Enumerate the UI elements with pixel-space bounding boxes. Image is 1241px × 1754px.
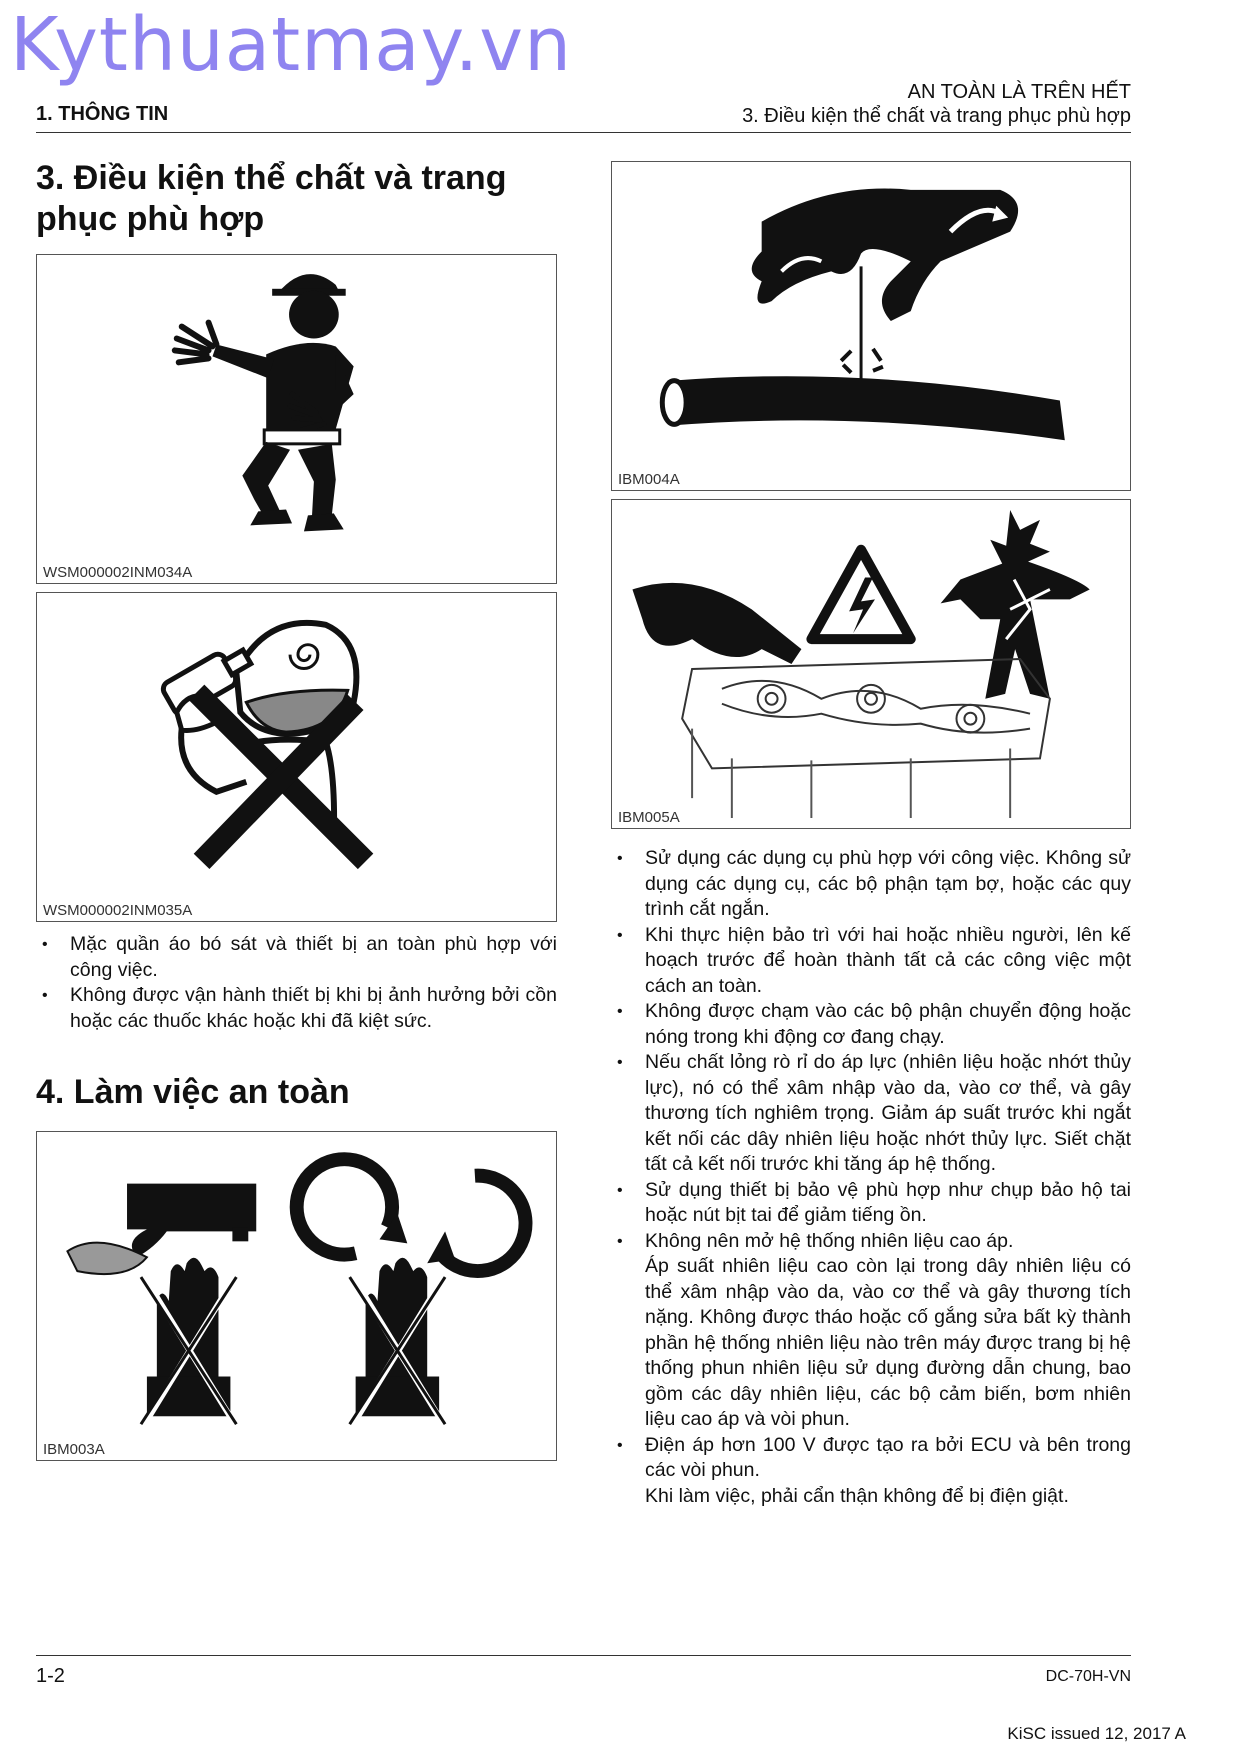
list-item-main: • Điện áp hơn 100 V được tạo ra bởi ECU và bên trong các vòi phun. xyxy=(645,1433,1131,1481)
header-rule xyxy=(36,132,1131,133)
figure-electric-shock xyxy=(611,499,1131,829)
worker-illustration xyxy=(37,255,556,583)
list-item xyxy=(611,1433,1131,1510)
section3-title: 3. Điều kiện thể chất và trang phục phù hợp xyxy=(36,159,507,238)
header-section-top: AN TOÀN LÀ TRÊN HẾT xyxy=(907,81,1131,103)
chapter-label: 1. THÔNG TIN xyxy=(36,103,169,125)
no-alcohol-illustration xyxy=(37,593,556,921)
page-number: 1-2 xyxy=(36,1665,65,1687)
electric-shock-illustration xyxy=(612,500,1130,828)
footer-rule xyxy=(36,1655,1131,1656)
section4-title: 4. Làm việc an toàn xyxy=(36,1073,350,1111)
watermark: Kythuatmay.vn xyxy=(10,2,573,88)
moving-parts-illustration xyxy=(37,1132,556,1460)
section3-bullets xyxy=(36,932,557,1034)
list-item-detail: Khi làm việc, phải cẩn thận không để bị điện giật. xyxy=(645,1484,1069,1507)
list-item: • Không được chạm vào các bộ phận chuyển động hoặc nóng trong khi động cơ đang chạy. xyxy=(611,999,1131,1050)
figure-caption: WSM000002INM035A xyxy=(43,902,193,919)
figure-caption: IBM004A xyxy=(618,471,680,488)
issued-note: KiSC issued 12, 2017 A xyxy=(1007,1724,1186,1743)
list-item: • Khi thực hiện bảo trì với hai hoặc nhiều người, lên kế hoạch trước để hoàn thành tất cả các công việc một cách an toàn. xyxy=(611,923,1131,1000)
list-item: • Không được vận hành thiết bị khi bị ảnh hưởng bởi cồn hoặc các thuốc khác hoặc khi đã kiệt sức. xyxy=(36,983,557,1034)
list-item: • Nếu chất lỏng rò rỉ do áp lực (nhiên liệu hoặc nhớt thủy lực), nó có thể xâm nhập vào da, vào cơ thể, và gây thương tích nghiêm trọng. Giảm áp suất trước khi ngắt kết nối các dây nhiên liệu hoặc nhớt thủy lực. Siết chặt tất cả kết nối trước khi tăng áp hệ thống. xyxy=(611,1050,1131,1178)
figure-no-alcohol xyxy=(36,592,557,922)
figure-caption: IBM003A xyxy=(43,1441,105,1458)
pressure-leak-illustration xyxy=(612,162,1130,490)
figure-caption: IBM005A xyxy=(618,809,680,826)
figure-caption: WSM000002INM034A xyxy=(43,564,193,581)
figure-pressure-leak xyxy=(611,161,1131,491)
right-column-bullets xyxy=(611,846,1131,1509)
header-section xyxy=(742,80,1131,128)
header-section-sub: 3. Điều kiện thể chất và trang phục phù hợp xyxy=(742,105,1131,127)
figure-worker xyxy=(36,254,557,584)
list-item: • Sử dụng các dụng cụ phù hợp với công việc. Không sử dụng các dụng cụ, các bộ phận tạm bợ, hoặc các quy trình cắt ngắn. xyxy=(611,846,1131,923)
list-item xyxy=(611,1229,1131,1433)
document-code: DC-70H-VN xyxy=(1045,1668,1131,1685)
figure-moving-parts xyxy=(36,1131,557,1461)
list-item: • Sử dụng thiết bị bảo vệ phù hợp như chụp bảo hộ tai hoặc nút bịt tai để giảm tiếng ồn. xyxy=(611,1178,1131,1229)
list-item-main: • Không nên mở hệ thống nhiên liệu cao áp. xyxy=(645,1229,1014,1252)
list-item: • Mặc quần áo bó sát và thiết bị an toàn phù hợp với công việc. xyxy=(36,932,557,983)
list-item-detail: Áp suất nhiên liệu cao còn lại trong dây nhiên liệu có thể xâm nhập vào da, vào cơ thể và gây thương tích nặng. Không được tháo hoặc cố gắng sửa bất kỳ thành phần hệ thống nhiên liệu nào trên máy được trang bị hệ thống phun nhiên liệu sử dụng đường dẫn chung, bao gồm các dây nhiên liệu, các bộ cảm biến, bơm nhiên liệu cao áp và vòi phun. xyxy=(645,1255,1131,1430)
